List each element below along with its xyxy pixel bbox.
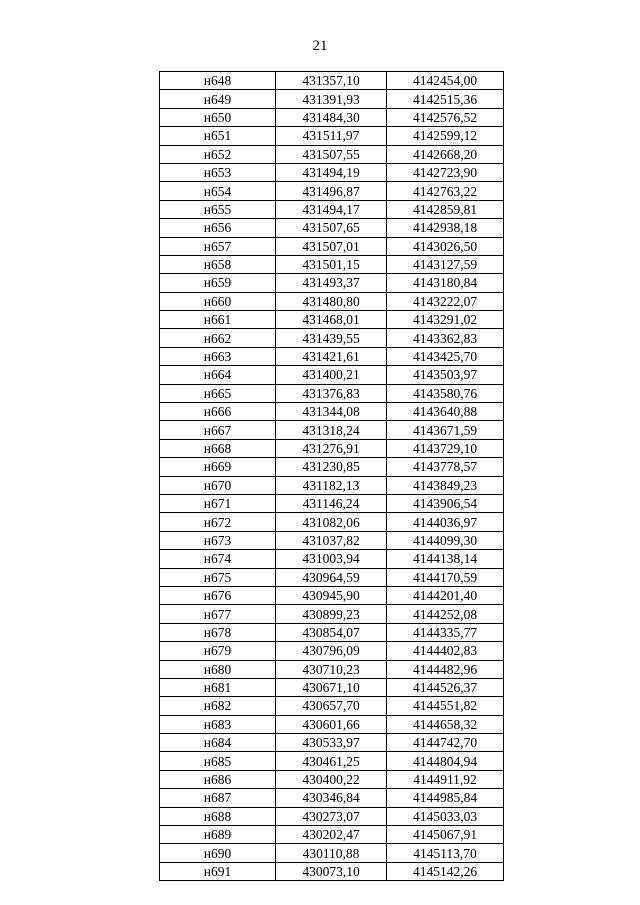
x-coordinate-cell: 430202,47 bbox=[276, 826, 387, 844]
y-coordinate-cell: 4145113,70 bbox=[387, 844, 504, 862]
y-coordinate-cell: 4143849,23 bbox=[387, 476, 504, 494]
x-coordinate-cell: 431501,15 bbox=[276, 255, 387, 273]
y-coordinate-cell: 4144036,97 bbox=[387, 513, 504, 531]
y-coordinate-cell: 4143291,02 bbox=[387, 311, 504, 329]
y-coordinate-cell: 4142859,81 bbox=[387, 200, 504, 218]
x-coordinate-cell: 430671,10 bbox=[276, 678, 387, 696]
y-coordinate-cell: 4143026,50 bbox=[387, 237, 504, 255]
y-coordinate-cell: 4144335,77 bbox=[387, 623, 504, 641]
x-coordinate-cell: 430346,84 bbox=[276, 789, 387, 807]
point-id-cell: н658 bbox=[160, 255, 276, 273]
point-id-cell: н655 bbox=[160, 200, 276, 218]
point-id-cell: н670 bbox=[160, 476, 276, 494]
y-coordinate-cell: 4143729,10 bbox=[387, 439, 504, 457]
point-id-cell: н672 bbox=[160, 513, 276, 531]
point-id-cell: н664 bbox=[160, 366, 276, 384]
table-row bbox=[160, 476, 504, 494]
x-coordinate-cell: 431496,87 bbox=[276, 182, 387, 200]
point-id-cell: н673 bbox=[160, 531, 276, 549]
x-coordinate-cell: 430400,22 bbox=[276, 770, 387, 788]
point-id-cell: н648 bbox=[160, 72, 276, 90]
x-coordinate-cell: 430854,07 bbox=[276, 623, 387, 641]
x-coordinate-cell: 431468,01 bbox=[276, 311, 387, 329]
y-coordinate-cell: 4144402,83 bbox=[387, 642, 504, 660]
table-row bbox=[160, 586, 504, 604]
table-row bbox=[160, 421, 504, 439]
table-row bbox=[160, 531, 504, 549]
point-id-cell: н649 bbox=[160, 90, 276, 108]
table-row bbox=[160, 219, 504, 237]
x-coordinate-cell: 431493,37 bbox=[276, 274, 387, 292]
x-coordinate-cell: 430945,90 bbox=[276, 586, 387, 604]
x-coordinate-cell: 430461,25 bbox=[276, 752, 387, 770]
coordinates-table-body bbox=[160, 72, 504, 881]
point-id-cell: н652 bbox=[160, 145, 276, 163]
y-coordinate-cell: 4142454,00 bbox=[387, 72, 504, 90]
table-row bbox=[160, 715, 504, 733]
point-id-cell: н651 bbox=[160, 127, 276, 145]
table-row bbox=[160, 807, 504, 825]
y-coordinate-cell: 4142576,52 bbox=[387, 108, 504, 126]
table-row bbox=[160, 274, 504, 292]
x-coordinate-cell: 431344,08 bbox=[276, 403, 387, 421]
point-id-cell: н679 bbox=[160, 642, 276, 660]
x-coordinate-cell: 430796,09 bbox=[276, 642, 387, 660]
table-row bbox=[160, 127, 504, 145]
coordinates-table bbox=[159, 71, 504, 881]
point-id-cell: н689 bbox=[160, 826, 276, 844]
x-coordinate-cell: 430273,07 bbox=[276, 807, 387, 825]
x-coordinate-cell: 430657,70 bbox=[276, 697, 387, 715]
y-coordinate-cell: 4142599,12 bbox=[387, 127, 504, 145]
point-id-cell: н650 bbox=[160, 108, 276, 126]
table-row bbox=[160, 458, 504, 476]
point-id-cell: н687 bbox=[160, 789, 276, 807]
y-coordinate-cell: 4144658,32 bbox=[387, 715, 504, 733]
point-id-cell: н683 bbox=[160, 715, 276, 733]
point-id-cell: н681 bbox=[160, 678, 276, 696]
table-row bbox=[160, 329, 504, 347]
y-coordinate-cell: 4145142,26 bbox=[387, 862, 504, 880]
point-id-cell: н669 bbox=[160, 458, 276, 476]
point-id-cell: н656 bbox=[160, 219, 276, 237]
x-coordinate-cell: 431230,85 bbox=[276, 458, 387, 476]
x-coordinate-cell: 430710,23 bbox=[276, 660, 387, 678]
table-row bbox=[160, 384, 504, 402]
table-row bbox=[160, 347, 504, 365]
y-coordinate-cell: 4144170,59 bbox=[387, 568, 504, 586]
point-id-cell: н661 bbox=[160, 311, 276, 329]
point-id-cell: н688 bbox=[160, 807, 276, 825]
table-row bbox=[160, 697, 504, 715]
x-coordinate-cell: 431082,06 bbox=[276, 513, 387, 531]
y-coordinate-cell: 4142515,36 bbox=[387, 90, 504, 108]
x-coordinate-cell: 430073,10 bbox=[276, 862, 387, 880]
x-coordinate-cell: 431494,17 bbox=[276, 200, 387, 218]
y-coordinate-cell: 4145067,91 bbox=[387, 826, 504, 844]
table-row bbox=[160, 862, 504, 880]
point-id-cell: н657 bbox=[160, 237, 276, 255]
x-coordinate-cell: 431400,21 bbox=[276, 366, 387, 384]
y-coordinate-cell: 4144742,70 bbox=[387, 734, 504, 752]
point-id-cell: н675 bbox=[160, 568, 276, 586]
y-coordinate-cell: 4143580,76 bbox=[387, 384, 504, 402]
point-id-cell: н674 bbox=[160, 550, 276, 568]
table-row bbox=[160, 72, 504, 90]
point-id-cell: н684 bbox=[160, 734, 276, 752]
x-coordinate-cell: 431276,91 bbox=[276, 439, 387, 457]
point-id-cell: н654 bbox=[160, 182, 276, 200]
x-coordinate-cell: 431507,65 bbox=[276, 219, 387, 237]
x-coordinate-cell: 430533,97 bbox=[276, 734, 387, 752]
table-row bbox=[160, 789, 504, 807]
y-coordinate-cell: 4142668,20 bbox=[387, 145, 504, 163]
y-coordinate-cell: 4142938,18 bbox=[387, 219, 504, 237]
y-coordinate-cell: 4143362,83 bbox=[387, 329, 504, 347]
x-coordinate-cell: 431480,80 bbox=[276, 292, 387, 310]
table-row bbox=[160, 605, 504, 623]
y-coordinate-cell: 4143503,97 bbox=[387, 366, 504, 384]
point-id-cell: н676 bbox=[160, 586, 276, 604]
table-row bbox=[160, 513, 504, 531]
page-number: 21 bbox=[312, 38, 328, 54]
point-id-cell: н666 bbox=[160, 403, 276, 421]
point-id-cell: н678 bbox=[160, 623, 276, 641]
table-row bbox=[160, 145, 504, 163]
x-coordinate-cell: 431421,61 bbox=[276, 347, 387, 365]
table-row bbox=[160, 237, 504, 255]
y-coordinate-cell: 4143127,59 bbox=[387, 255, 504, 273]
table-row bbox=[160, 439, 504, 457]
x-coordinate-cell: 431003,94 bbox=[276, 550, 387, 568]
point-id-cell: н690 bbox=[160, 844, 276, 862]
x-coordinate-cell: 431318,24 bbox=[276, 421, 387, 439]
y-coordinate-cell: 4144804,94 bbox=[387, 752, 504, 770]
x-coordinate-cell: 431494,19 bbox=[276, 163, 387, 181]
table-row bbox=[160, 734, 504, 752]
table-row bbox=[160, 550, 504, 568]
x-coordinate-cell: 431146,24 bbox=[276, 494, 387, 512]
table-row bbox=[160, 623, 504, 641]
y-coordinate-cell: 4142723,90 bbox=[387, 163, 504, 181]
point-id-cell: н686 bbox=[160, 770, 276, 788]
x-coordinate-cell: 430964,59 bbox=[276, 568, 387, 586]
table-row bbox=[160, 660, 504, 678]
table-row bbox=[160, 678, 504, 696]
table-row bbox=[160, 366, 504, 384]
y-coordinate-cell: 4142763,22 bbox=[387, 182, 504, 200]
point-id-cell: н662 bbox=[160, 329, 276, 347]
point-id-cell: н671 bbox=[160, 494, 276, 512]
y-coordinate-cell: 4145033,03 bbox=[387, 807, 504, 825]
point-id-cell: н691 bbox=[160, 862, 276, 880]
table-row bbox=[160, 311, 504, 329]
x-coordinate-cell: 430601,66 bbox=[276, 715, 387, 733]
x-coordinate-cell: 431037,82 bbox=[276, 531, 387, 549]
x-coordinate-cell: 430899,23 bbox=[276, 605, 387, 623]
y-coordinate-cell: 4144985,84 bbox=[387, 789, 504, 807]
point-id-cell: н660 bbox=[160, 292, 276, 310]
point-id-cell: н680 bbox=[160, 660, 276, 678]
point-id-cell: н659 bbox=[160, 274, 276, 292]
x-coordinate-cell: 431182,13 bbox=[276, 476, 387, 494]
table-row bbox=[160, 844, 504, 862]
y-coordinate-cell: 4143906,54 bbox=[387, 494, 504, 512]
table-row bbox=[160, 403, 504, 421]
x-coordinate-cell: 431439,55 bbox=[276, 329, 387, 347]
table-row bbox=[160, 642, 504, 660]
x-coordinate-cell: 431507,01 bbox=[276, 237, 387, 255]
x-coordinate-cell: 431357,10 bbox=[276, 72, 387, 90]
y-coordinate-cell: 4143425,70 bbox=[387, 347, 504, 365]
point-id-cell: н668 bbox=[160, 439, 276, 457]
y-coordinate-cell: 4144138,14 bbox=[387, 550, 504, 568]
y-coordinate-cell: 4144526,37 bbox=[387, 678, 504, 696]
x-coordinate-cell: 431507,55 bbox=[276, 145, 387, 163]
table-row bbox=[160, 90, 504, 108]
y-coordinate-cell: 4144099,30 bbox=[387, 531, 504, 549]
table-row bbox=[160, 292, 504, 310]
table-row bbox=[160, 163, 504, 181]
point-id-cell: н677 bbox=[160, 605, 276, 623]
table-row bbox=[160, 752, 504, 770]
y-coordinate-cell: 4143222,07 bbox=[387, 292, 504, 310]
table-row bbox=[160, 255, 504, 273]
x-coordinate-cell: 431484,30 bbox=[276, 108, 387, 126]
table-row bbox=[160, 770, 504, 788]
y-coordinate-cell: 4143778,57 bbox=[387, 458, 504, 476]
point-id-cell: н685 bbox=[160, 752, 276, 770]
table-row bbox=[160, 108, 504, 126]
table-row bbox=[160, 568, 504, 586]
table-row bbox=[160, 182, 504, 200]
point-id-cell: н667 bbox=[160, 421, 276, 439]
x-coordinate-cell: 430110,88 bbox=[276, 844, 387, 862]
y-coordinate-cell: 4143180,84 bbox=[387, 274, 504, 292]
point-id-cell: н663 bbox=[160, 347, 276, 365]
y-coordinate-cell: 4144482,96 bbox=[387, 660, 504, 678]
point-id-cell: н682 bbox=[160, 697, 276, 715]
y-coordinate-cell: 4144911,92 bbox=[387, 770, 504, 788]
point-id-cell: н653 bbox=[160, 163, 276, 181]
table-row bbox=[160, 494, 504, 512]
y-coordinate-cell: 4144201,40 bbox=[387, 586, 504, 604]
x-coordinate-cell: 431376,83 bbox=[276, 384, 387, 402]
table-row bbox=[160, 200, 504, 218]
y-coordinate-cell: 4143640,88 bbox=[387, 403, 504, 421]
x-coordinate-cell: 431511,97 bbox=[276, 127, 387, 145]
y-coordinate-cell: 4144252,08 bbox=[387, 605, 504, 623]
point-id-cell: н665 bbox=[160, 384, 276, 402]
y-coordinate-cell: 4143671,59 bbox=[387, 421, 504, 439]
y-coordinate-cell: 4144551,82 bbox=[387, 697, 504, 715]
x-coordinate-cell: 431391,93 bbox=[276, 90, 387, 108]
table-row bbox=[160, 826, 504, 844]
